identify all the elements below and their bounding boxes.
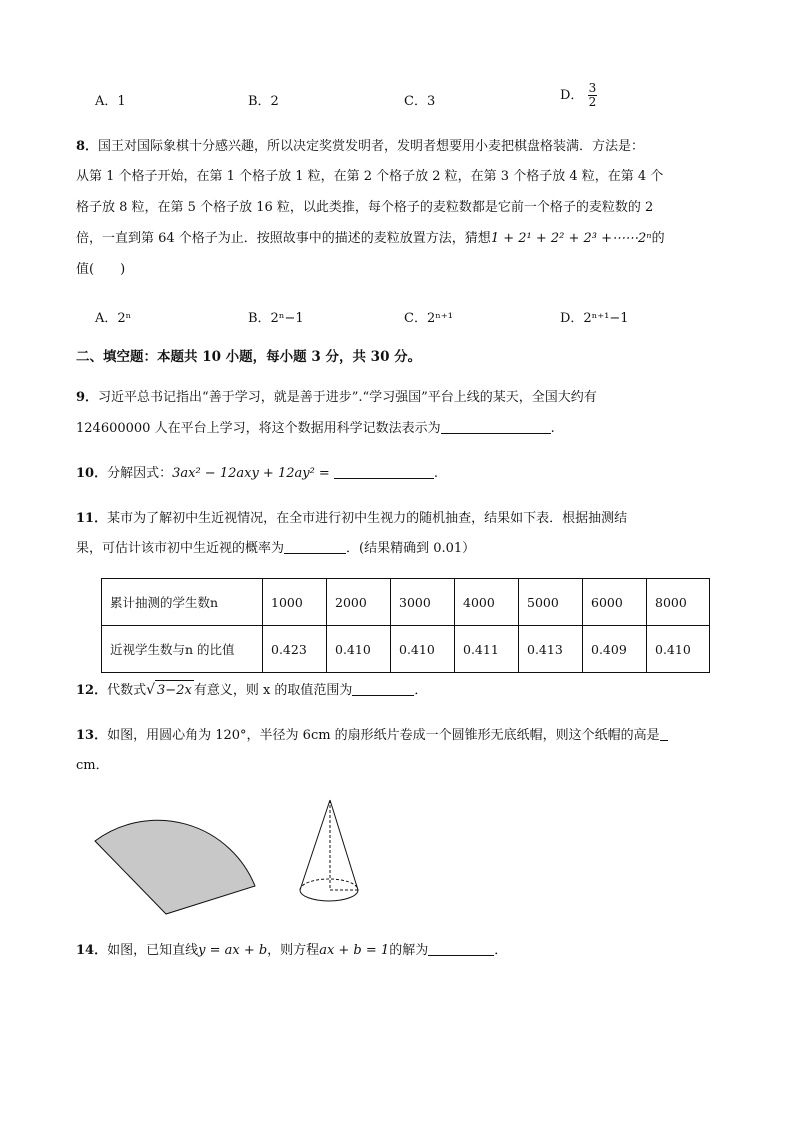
q8-line-2: 从第 1 个格子开始，在第 1 个格子放 1 粒，在第 2 个格子放 2 粒，在第 3 个格子放 4 粒，在第 4 个 [76, 169, 664, 184]
q8-line-3: 格子放 8 粒，在第 5 个格子放 16 粒，以此类推，每个格子的麦粒数都是它前一个格子的麦粒数的 2 [76, 200, 654, 215]
q14-text-3: 的解为 [389, 943, 429, 958]
q13-line-1 [76, 726, 668, 746]
q7-option-b: B．2 [248, 94, 279, 109]
q8-option-d: D．2ⁿ⁺¹−1 [560, 311, 629, 326]
table-cell: 4000 [455, 579, 519, 626]
q8-line-1 [76, 137, 644, 157]
q9-text-1: 习近平总书记指出“善于学习，就是善于进步”.“学习强国”平台上线的某天，全国大约有 [98, 390, 597, 405]
q8-text-1: 国王对国际象棋十分感兴趣，所以决定奖赏发明者，发明者想要用小麦把棋盘格装满．方法是： [98, 139, 645, 154]
table-cell: 0.410 [327, 626, 391, 673]
q9-number: 9． [76, 390, 99, 405]
table-cell: 3000 [391, 579, 455, 626]
q10-math: 3ax² − 12axy + 12ay² = [172, 466, 330, 481]
table-cell: 2000 [327, 579, 391, 626]
q8-text-4-end: 的 [651, 231, 665, 246]
q8-line-4 [76, 229, 665, 249]
fraction-numerator: 3 [588, 81, 597, 95]
q14-text-1: 如图，已知直线 [107, 943, 199, 958]
q7-option-d [560, 82, 597, 109]
q7-option-d-label: D． [560, 88, 584, 103]
q14-number: 14． [76, 943, 108, 958]
q12-radicand: 3−2x [155, 680, 194, 701]
table-cell: 0.411 [455, 626, 519, 673]
q12-answer-blank[interactable] [352, 681, 414, 696]
q11-line-1 [76, 509, 627, 529]
q13-number: 13． [76, 728, 108, 743]
q11-table [101, 578, 710, 673]
q14-line [76, 941, 507, 961]
q8-line-5: 值( ) [76, 262, 126, 277]
q7-option-a: A．1 [95, 94, 126, 109]
table-cell: 0.410 [647, 626, 710, 673]
table-row-header: 累计抽测的学生数n [102, 579, 263, 626]
q14-text-2: ，则方程 [267, 943, 320, 958]
cone-shape [300, 800, 358, 901]
q9-text-2-end: . [550, 421, 555, 436]
q14-math-1: y = ax + b [198, 943, 268, 958]
q12-line [76, 680, 427, 701]
q13-figures [80, 790, 370, 920]
table-row-header: 近视学生数与n 的比值 [102, 626, 263, 673]
q10-end: . [433, 466, 438, 481]
fraction-denominator: 2 [588, 95, 597, 109]
q8-text-4: 倍，一直到第 64 个格子为止．按照故事中的描述的麦粒放置方法，猜想 [76, 231, 491, 246]
table-row [102, 579, 710, 626]
q10-text: 分解因式： [107, 466, 173, 481]
table-cell: 0.410 [391, 626, 455, 673]
q8-series-math: 1 + 2¹ + 2² + 2³ +⋯⋯2ⁿ [490, 231, 652, 246]
q11-number: 11． [76, 511, 108, 526]
q11-answer-blank[interactable] [284, 539, 346, 554]
q13-answer-blank[interactable] [660, 726, 668, 741]
q11-text-1: 某市为了解初中生近视情况，在全市进行初中生视力的随机抽查，结果如下表．根据抽测结 [107, 511, 628, 526]
q7-option-c: C．3 [404, 94, 436, 109]
q8-option-a: A．2ⁿ [95, 311, 132, 326]
table-cell: 0.423 [263, 626, 327, 673]
q9-line-1 [76, 388, 597, 408]
q8-number: 8． [76, 139, 99, 154]
q8-option-b: B．2ⁿ−1 [248, 311, 304, 326]
q12-text-1: 代数式 [107, 683, 147, 698]
q13-line-2: cm． [76, 758, 109, 773]
sector-shape [95, 820, 255, 914]
q10-answer-blank[interactable] [334, 464, 434, 479]
table-cell: 8000 [647, 579, 710, 626]
q9-answer-blank[interactable] [441, 419, 551, 434]
q10-number: 10． [76, 466, 108, 481]
q12-number: 12． [76, 683, 108, 698]
q10-line [76, 464, 438, 484]
q13-text-1: 如图，用圆心角为 120°，半径为 6cm 的扇形纸片卷成一个圆锥形无底纸帽，则这个纸帽的高是 [107, 728, 660, 743]
q14-end: ． [494, 943, 508, 958]
q12-text-2: 有意义，则 x 的取值范围为 [193, 683, 353, 698]
q7-option-d-fraction [588, 82, 598, 109]
table-cell: 0.409 [583, 626, 647, 673]
q9-line-2 [76, 419, 555, 439]
q14-answer-blank[interactable] [428, 941, 494, 956]
q8-option-c: C．2ⁿ⁺¹ [404, 311, 453, 326]
q12-end: ． [414, 683, 428, 698]
table-cell: 5000 [519, 579, 583, 626]
table-row [102, 626, 710, 673]
q14-math-2: ax + b = 1 [319, 943, 390, 958]
section-2-title: 二、填空题：本题共 10 小题，每小题 3 分，共 30 分。 [76, 349, 422, 365]
q11-line-2 [76, 539, 475, 559]
table-cell: 1000 [263, 579, 327, 626]
sqrt-sign: √ [146, 682, 156, 698]
table-cell: 0.413 [519, 626, 583, 673]
q9-text-2: 124600000 人在平台上学习，将这个数据用科学记数法表示为 [76, 421, 441, 436]
q11-text-2: 果，可估计该市初中生近视的概率为 [76, 541, 285, 556]
q11-text-2-end: ．(结果精确到 0.01） [346, 541, 476, 556]
table-cell: 6000 [583, 579, 647, 626]
